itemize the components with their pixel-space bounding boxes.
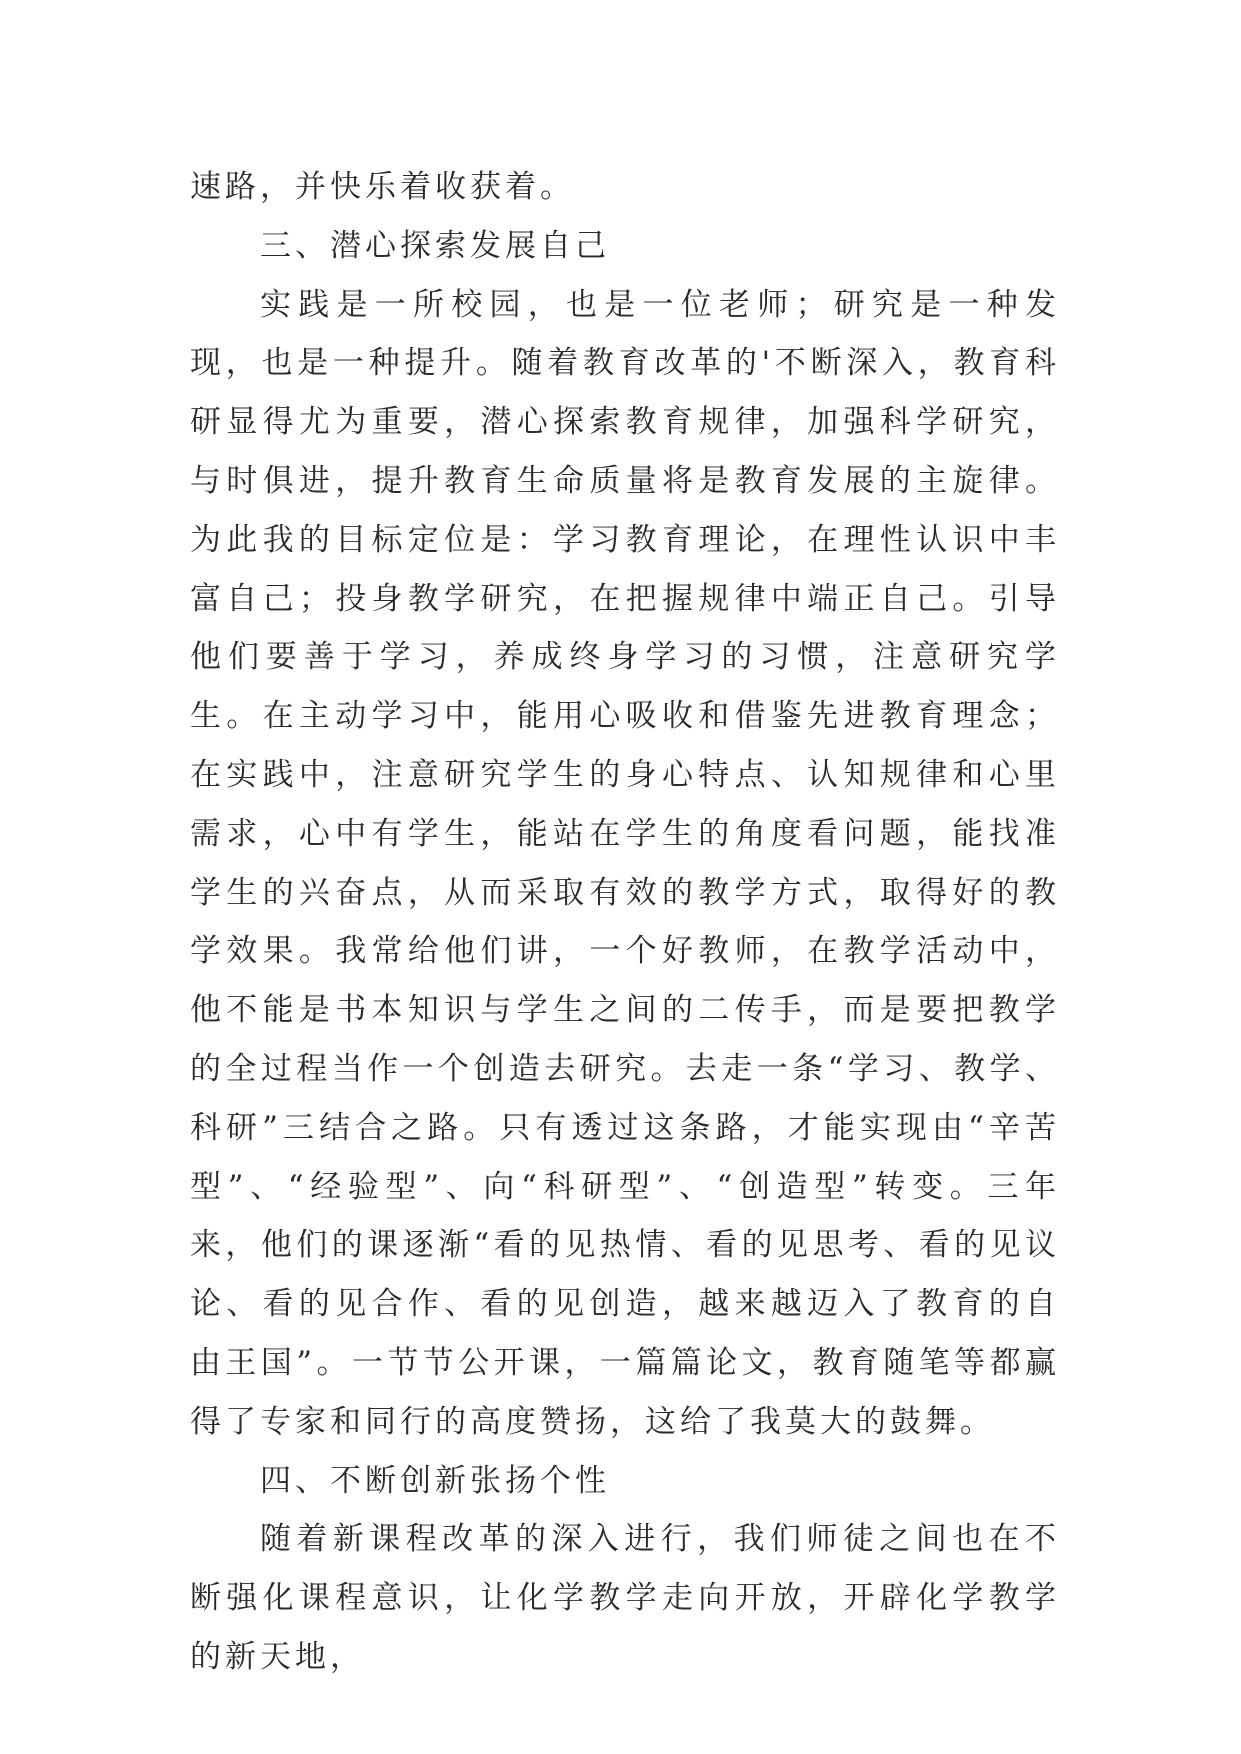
paragraph-continuation: 速路，并快乐着收获着。	[190, 169, 575, 205]
paragraph-research: 实践是一所校园，也是一位老师；研究是一种发现，也是一种提升。随着教育改革的'不断深入，教育科研显得尤为重要，潜心探索教育规律，加强科学研究，与时俱进，提升教育生命质量将是教育发展的主旋律。为此我的目标定位是：学习教育理论，在理性认识中丰富自己；投身教学研究，在把握规律中端正自己。引导他们要善于学习，养成终身学习的习惯，注意研究学生。在主动学习中，能用心吸收和借鉴先进教育理念；在实践中，注意研究学生的身心特点、认知规律和心里需求，心中有学生，能站在学生的角度看问题，能找准学生的兴奋点，从而采取有效的教学方式，取得好的教学效果。我常给他们讲，一个好教师，在教学活动中，他不能是书本知识与学生之间的二传手，而是要把教学的全过程当作一个创造去研究。去走一条“学习、教学、科研”三结合之路。只有透过这条路，才能实现由“辛苦型”、“经验型”、向“科研型”、“创造型”转变。三年来，他们的课逐渐“看的见热情、看的见思考、看的见议论、看的见合作、看的见创造，越来越迈入了教育的自由王国”。一节节公开课，一篇篇论文，教育随笔等都赢得了专家和同行的高度赞扬，这给了我莫大的鼓舞。	[190, 286, 1060, 1440]
paragraph-innovation: 随着新课程改革的深入进行，我们师徒之间也在不断强化课程意识，让化学教学走向开放，开辟化学教学的新天地，	[190, 1521, 1060, 1675]
document-body	[190, 158, 1060, 1687]
section-heading-4: 四、不断创新张扬个性	[260, 1462, 610, 1499]
section-heading-3: 三、潜心探索发展自己	[260, 227, 610, 264]
